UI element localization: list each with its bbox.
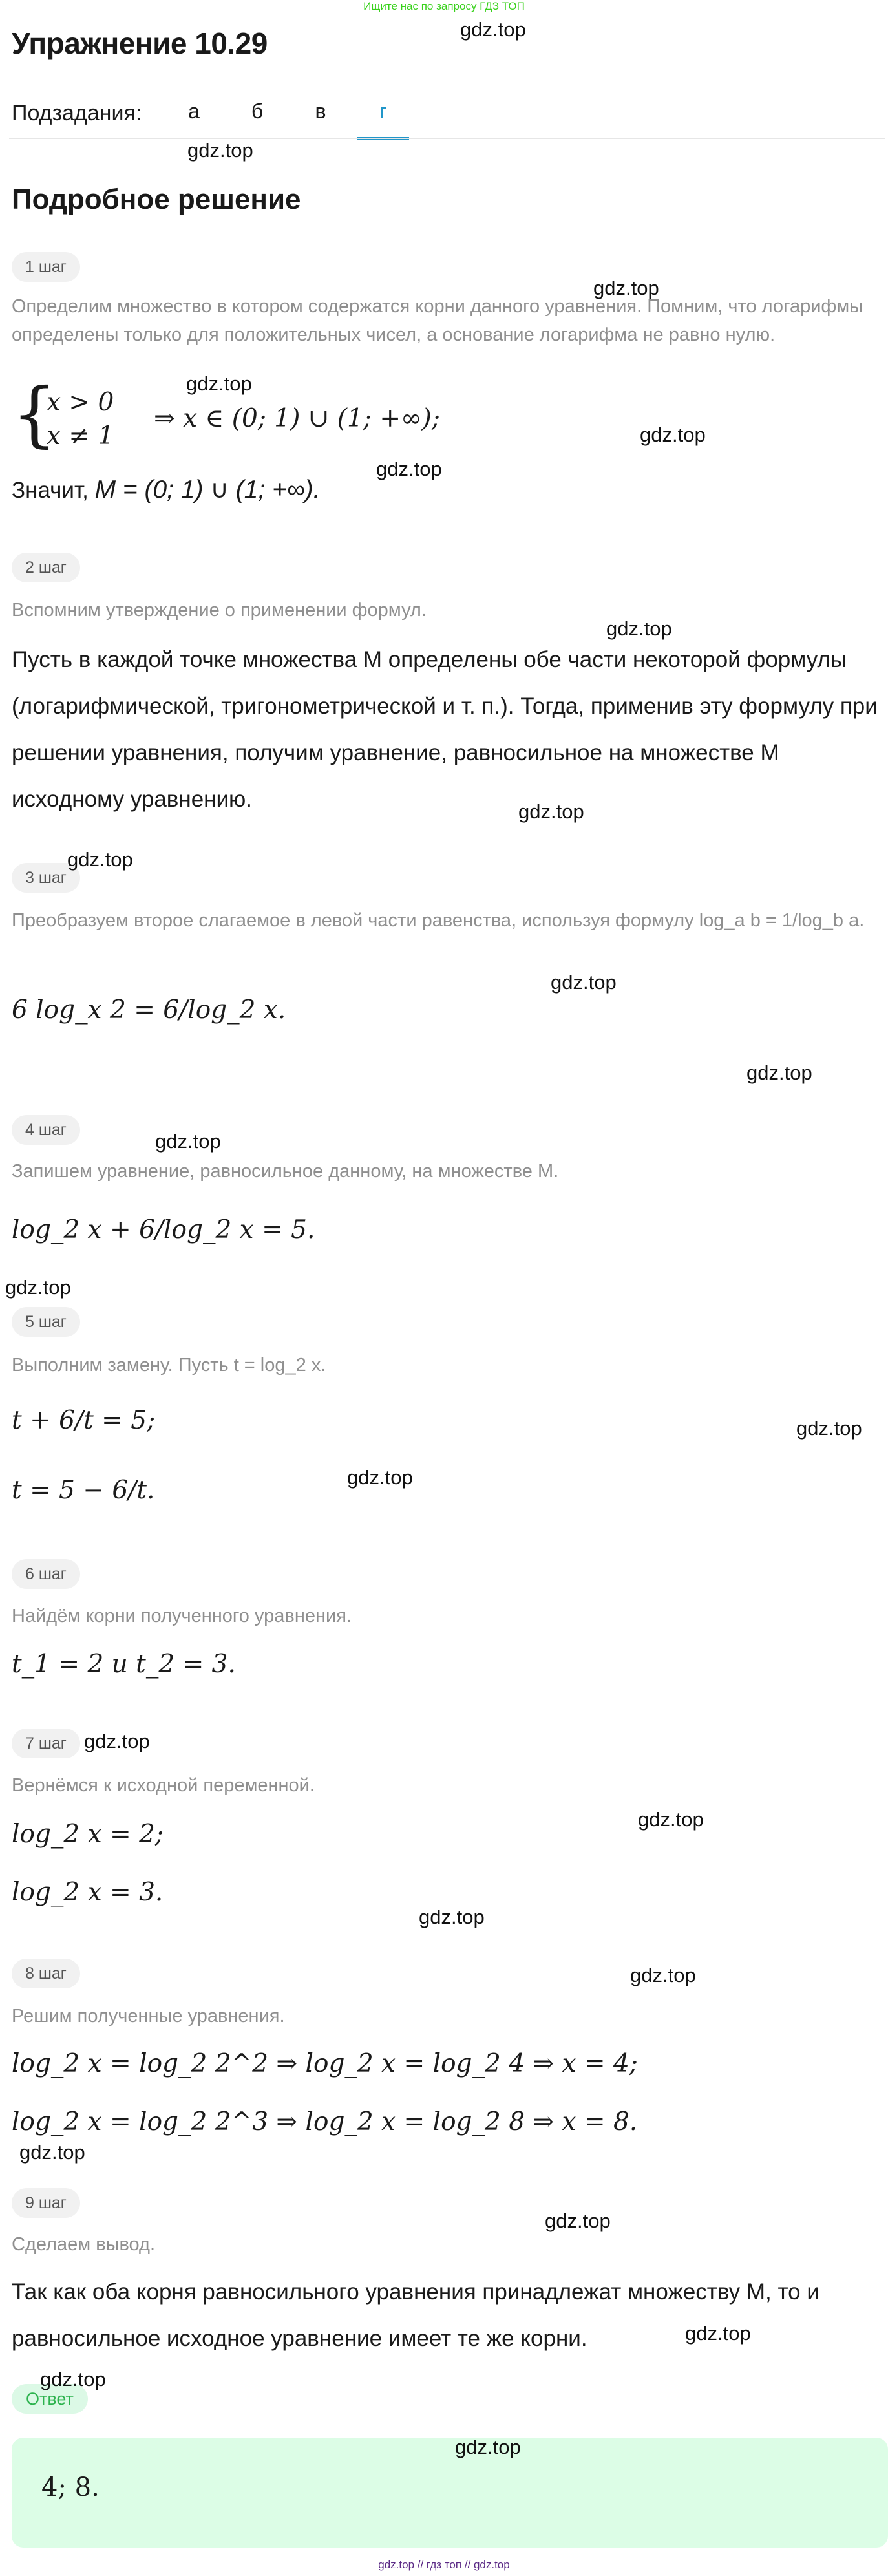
watermark: gdz.top xyxy=(746,1061,812,1084)
step-badge: 7 шаг xyxy=(12,1729,80,1758)
watermark: gdz.top xyxy=(186,372,252,395)
watermark: gdz.top xyxy=(685,2322,751,2345)
watermark: gdz.top xyxy=(5,1276,71,1299)
subtask-tab-v[interactable]: в xyxy=(315,100,326,123)
watermark: gdz.top xyxy=(155,1130,221,1153)
step-badge: 6 шаг xyxy=(12,1559,80,1589)
watermark: gdz.top xyxy=(606,617,672,640)
solution-heading: Подробное решение xyxy=(12,184,301,215)
step-badge: 4 шаг xyxy=(12,1115,80,1145)
subtask-tab-b[interactable]: б xyxy=(251,100,264,123)
subtask-tab-g[interactable]: г xyxy=(379,100,387,123)
watermark: gdz.top xyxy=(630,1964,696,1986)
answer-value: 4; 8. xyxy=(41,2473,100,2502)
watermark: gdz.top xyxy=(638,1808,704,1831)
watermark: gdz.top xyxy=(518,800,584,823)
watermark: gdz.top xyxy=(19,2141,85,2164)
step-badge: 5 шаг xyxy=(12,1307,80,1337)
domain-result: ⇒ x ∈ (0; 1) ∪ (1; +∞); xyxy=(154,404,440,433)
watermark: gdz.top xyxy=(419,1906,485,1928)
step-badge: 2 шаг xyxy=(12,553,80,582)
system-condition-1: x > 0 xyxy=(47,388,114,417)
step-badge: 1 шаг xyxy=(12,252,80,282)
answer-box xyxy=(12,2438,888,2548)
watermark: gdz.top xyxy=(347,1466,413,1489)
step-description: Найдём корни полученного уравнения. xyxy=(12,1606,352,1626)
back-substitution-1: log_2 x = 2; xyxy=(12,1820,164,1849)
formula-statement: Пусть в каждой точке множества M определены обе части некоторой формулы (логарифмической, тригонометрической и т. п.). Тогда, применив эту формулу при решении уравнения, получим уравнение, равносильное на множестве M исходному уравнению. xyxy=(12,647,878,812)
system-brace: { xyxy=(12,372,57,455)
substitution-rearranged: t = 5 − 6/t. xyxy=(12,1476,155,1505)
page-title: Упражнение 10.29 xyxy=(12,27,268,60)
transformed-term: 6 log_x 2 = 6/log_2 x. xyxy=(12,995,286,1025)
subtasks-label: Подзадания: xyxy=(12,101,142,125)
watermark: gdz.top xyxy=(40,2368,106,2390)
step-description: Сделаем вывод. xyxy=(12,2234,156,2255)
watermark: gdz.top xyxy=(67,848,133,871)
footer: gdz.top // гдз топ // gdz.top xyxy=(378,2559,510,2571)
conclusion-statement: Так как оба корня равносильного уравнения принадлежат множеству M, то и равносильное исходное уравнение имеет те же корни. xyxy=(12,2279,819,2351)
watermark: gdz.top xyxy=(84,1730,150,1752)
step-description: Решим полученные уравнения. xyxy=(12,2006,285,2027)
solution-line-2: log_2 x = log_2 2^3 ⇒ log_2 x = log_2 8 ⇒ x = 8. xyxy=(12,2107,638,2136)
watermark: gdz.top xyxy=(455,2436,521,2458)
step-description: Запишем уравнение, равносильное данному, на множестве M. xyxy=(12,1161,559,1182)
watermark: gdz.top xyxy=(551,971,617,994)
step-description: Определим множество в котором содержатся корни данного уравнения. Помним, что логарифмы определены только для положительных чисел, а основание логарифма не равно нулю. xyxy=(12,296,863,345)
watermark: gdz.top xyxy=(187,139,253,162)
step-description: Вернёмся к исходной переменной. xyxy=(12,1775,315,1796)
equivalent-equation: log_2 x + 6/log_2 x = 5. xyxy=(12,1215,315,1244)
watermark: gdz.top xyxy=(376,458,442,480)
header-divider xyxy=(9,138,885,139)
step-description: Выполним замену. Пусть t = log_2 x. xyxy=(12,1355,326,1376)
step-badge: 9 шаг xyxy=(12,2188,80,2218)
watermark: gdz.top xyxy=(640,423,706,446)
watermark: gdz.top xyxy=(593,277,659,299)
subtask-tab-a[interactable]: а xyxy=(188,100,200,123)
step-description: Преобразуем второе слагаемое в левой части равенства, используя формулу log_a b = 1/log_b a. xyxy=(12,910,865,931)
step-badge: 3 шаг xyxy=(12,863,80,893)
step-badge: 8 шаг xyxy=(12,1959,80,1988)
step-description: Вспомним утверждение о применении формул. xyxy=(12,600,427,621)
substitution-equation: t + 6/t = 5; xyxy=(12,1406,156,1435)
answer-badge: Ответ xyxy=(12,2384,88,2414)
system-condition-2: x ≠ 1 xyxy=(47,421,114,451)
solution-line-1: log_2 x = log_2 2^2 ⇒ log_2 x = log_2 4 ⇒ x = 4; xyxy=(12,2049,638,2078)
top-notice: Ищите нас по запросу ГДЗ ТОП xyxy=(363,0,525,12)
domain-conclusion: Значит, M = (0; 1) ∪ (1; +∞). xyxy=(12,476,321,504)
watermark: gdz.top xyxy=(545,2209,611,2232)
watermark: gdz.top xyxy=(796,1417,862,1440)
watermark: gdz.top xyxy=(460,18,526,41)
back-substitution-2: log_2 x = 3. xyxy=(12,1878,164,1907)
roots: t_1 = 2 и t_2 = 3. xyxy=(12,1650,236,1679)
